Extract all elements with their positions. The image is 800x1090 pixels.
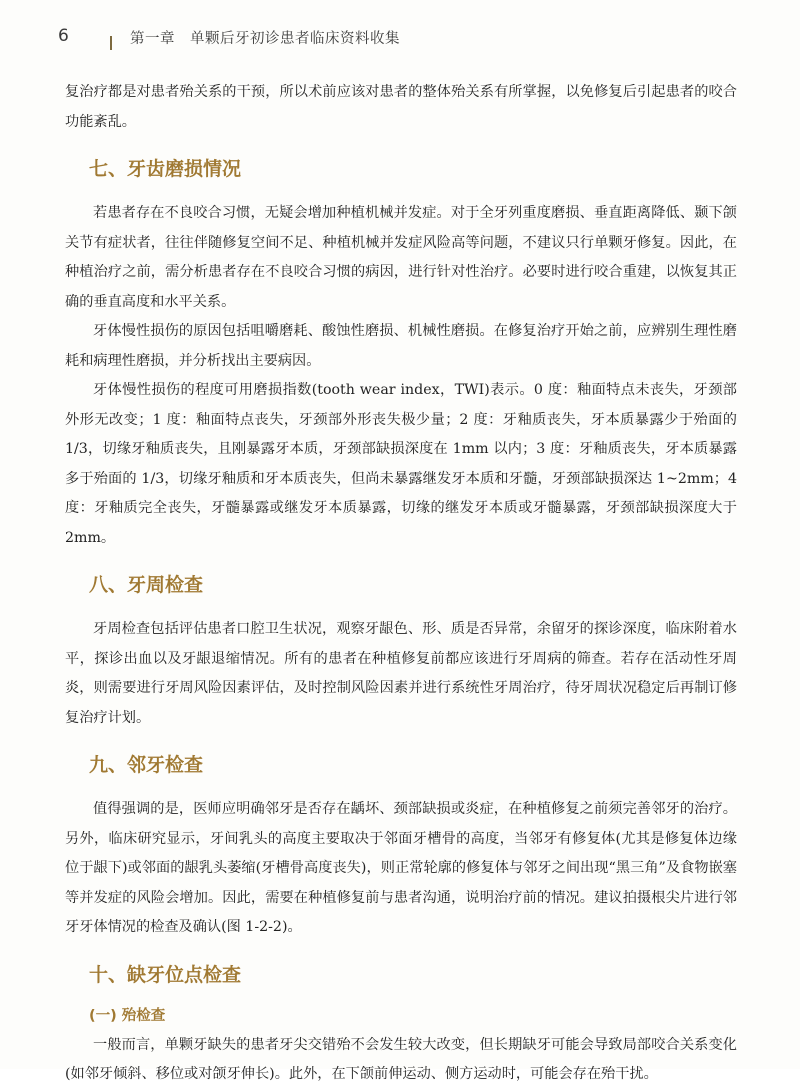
paragraph: 牙体慢性损伤的原因包括咀嚼磨耗、酸蚀性磨损、机械性磨损。在修复治疗开始之前，应辨别生理性磨耗和病理性磨损，并分析找出主要病因。 — [65, 323, 737, 369]
paragraph: 牙周检查包括评估患者口腔卫生状况，观察牙龈色、形、质是否异常，余留牙的探诊深度，临床附着水平，探诊出血以及牙龈退缩情况。所有的患者在种植修复前都应该进行牙周病的筛查。若存在活动性牙周炎，则需要进行牙周风险因素评估，及时控制风险因素并进行系统性牙周治疗，待牙周状况稳定后再制订修复治疗计划。 — [65, 621, 737, 726]
page-content — [65, 78, 737, 1090]
header-divider — [110, 36, 112, 50]
section-heading: 八、牙周检查 — [89, 574, 204, 596]
subsection-heading: (一) 殆检查 — [89, 1007, 166, 1024]
page-number: 6 — [58, 26, 69, 46]
section-heading: 七、牙齿磨损情况 — [89, 158, 242, 180]
section-heading: 九、邻牙检查 — [89, 754, 204, 776]
paragraph: 复治疗都是对患者殆关系的干预，所以术前应该对患者的整体殆关系有所掌握，以免修复后引起患者的咬合功能紊乱。 — [65, 84, 737, 130]
paragraph: 若患者存在不良咬合习惯，无疑会增加种植机械并发症。对于全牙列重度磨损、垂直距离降低、颞下颌关节有症状者，往往伴随修复空间不足、种植机械并发症风险高等问题，不建议只行单颗牙修复。因此，在种植治疗之前，需分析患者存在不良咬合习惯的病因，进行针对性治疗。必要时进行咬合重建，以恢复其正确的垂直高度和水平关系。 — [65, 205, 737, 310]
page-header — [0, 0, 800, 56]
section-heading: 十、缺牙位点检查 — [89, 963, 242, 986]
paragraph: 牙体慢性损伤的程度可用磨损指数(tooth wear index，TWI)表示。0 度：釉面特点未丧失，牙颈部外形无改变；1 度：釉面特点丧失，牙颈部外形丧失极少量；2 度：牙釉质丧失，牙本质暴露少于殆面的 1/3，切缘牙釉质丧失，且刚暴露牙本质，牙颈部缺损深度在 1mm 以内；3 度：牙釉质丧失，牙本质暴露多于殆面的 1/3，切缘牙釉质和牙本质丧失，但尚未暴露继发牙本质和牙髓，牙颈部缺损深达 1~2mm；4 度：牙釉质完全丧失，牙髓暴露或继发牙本质暴露，切缘的继发牙本质或牙髓暴露，牙颈部缺损深度大于 2mm。 — [65, 382, 737, 546]
paragraph: 一般而言，单颗牙缺失的患者牙尖交错殆不会发生较大改变，但长期缺牙可能会导致局部咬合关系变化(如邻牙倾斜、移位或对颌牙伸长)。此外，在下颌前伸运动、侧方运动时，可能会存在殆干扰。 — [65, 1036, 737, 1082]
running-title: 第一章 单颗后牙初诊患者临床资料收集 — [130, 31, 400, 47]
paragraph: 值得强调的是，医师应明确邻牙是否存在龋坏、颈部缺损或炎症，在种植修复之前须完善邻牙的治疗。另外，临床研究显示，牙间乳头的高度主要取决于邻面牙槽骨的高度，当邻牙有修复体(尤其是修复体边缘位于龈下)或邻面的龈乳头萎缩(牙槽骨高度丧失)，则正常轮廓的修复体与邻牙之间出现“黑三角”及食物嵌塞等并发症的风险会增加。因此，需要在种植修复前与患者沟通，说明治疗前的情况。建议拍摄根尖片进行邻牙牙体情况的检查及确认(图 1-2-2)。 — [65, 801, 737, 935]
